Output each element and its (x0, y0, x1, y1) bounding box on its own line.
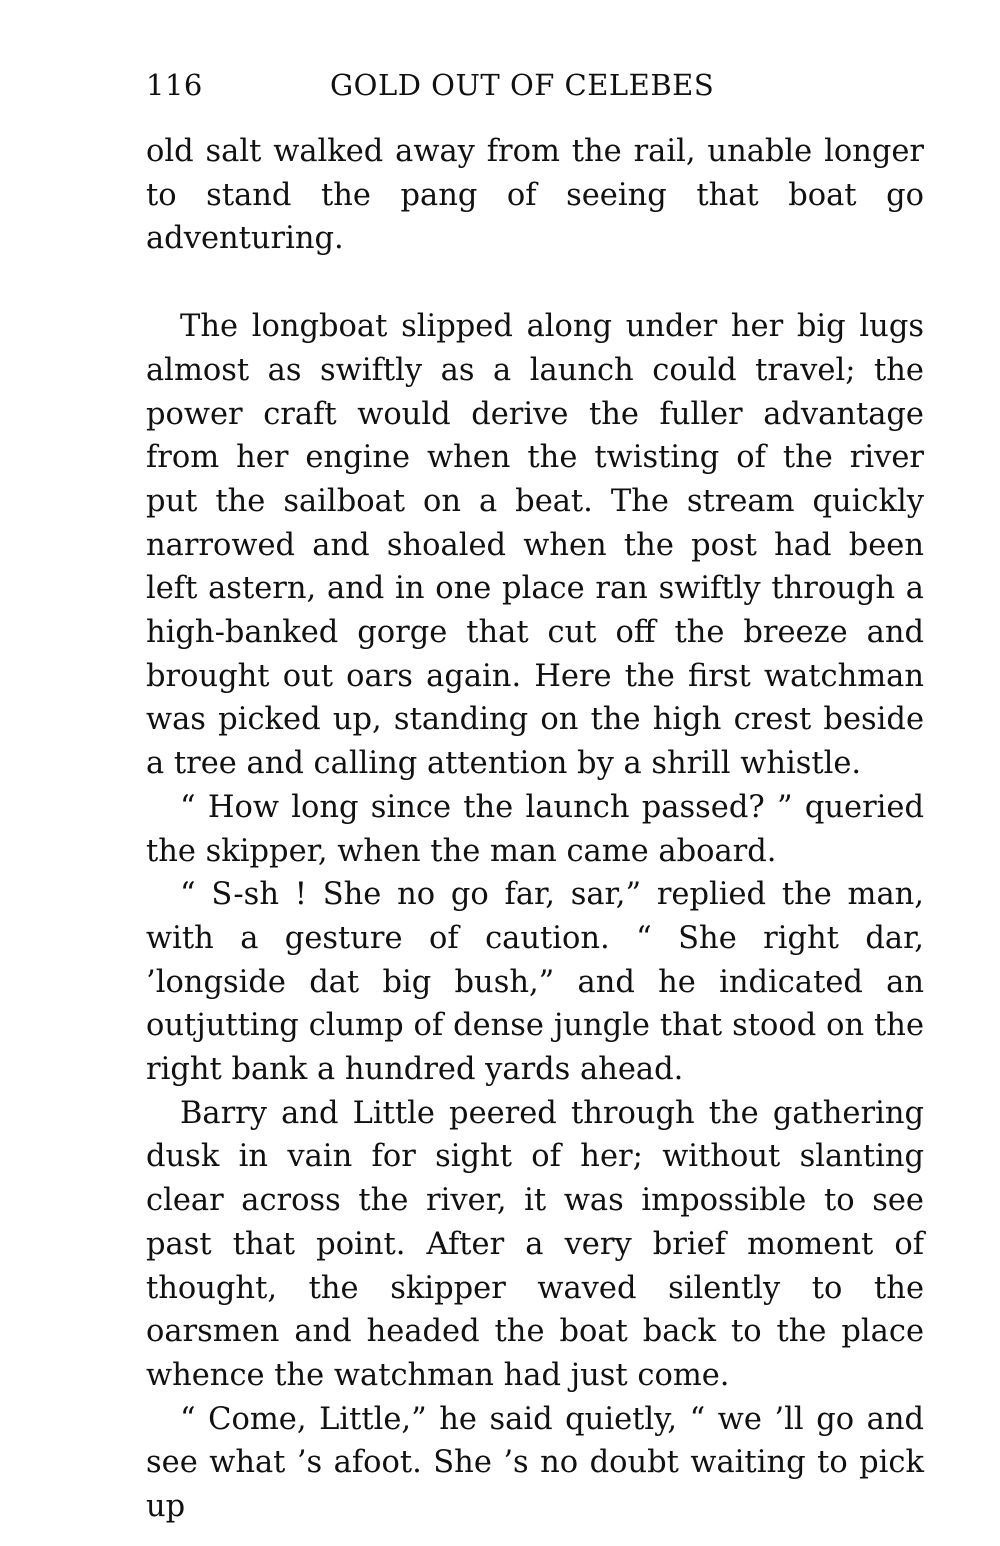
paragraph-barry-little: Barry and Little peered through the gathering dusk in vain for sight of her; without slanting clear across the river, it was impossible to see past that point. After a very brief moment of thought, the skipper waved silently to the oarsmen and headed the boat back to the place whence the watchman had just come. (146, 1095, 924, 1393)
paragraph-dialogue-reply: “ S-sh ! She no go far, sar,” replied the man, with a gesture of caution. “ She right dar, ’longside dat big bush,” and he indicated an outjutting clump of dense jungle that stood on the right bank a hundred yards ahead. (146, 877, 924, 1088)
running-title: GOLD OUT OF CELEBES (330, 68, 715, 102)
page-number: 116 (146, 68, 203, 102)
paragraph-continued: old salt walked away from the rail, unable longer to stand the pang of seeing that boat go adventuring. (146, 134, 924, 257)
page-header (146, 68, 936, 108)
body-text (146, 130, 924, 1529)
paragraph-dialogue-question: “ How long since the launch passed? ” queried the skipper, when the man came aboard. (146, 789, 924, 869)
paragraph-longboat: The longboat slipped along under her big lugs almost as swiftly as a launch could travel; the power craft would derive the fuller advantage from her engine when the twisting of the river put the sailboat on a beat. The stream quickly narrowed and shoaled when the post had been left astern, and in one place ran swiftly through a high-banked gorge that cut off the breeze and brought out oars again. Here the first watchman was picked up, standing on the high crest beside a tree and calling attention by a shrill whistle. (146, 309, 924, 782)
paragraph-come-little: “ Come, Little,” he said quietly, “ we ’ll go and see what ’s afoot. She ’s no doubt waiting to pick up (146, 1401, 924, 1525)
